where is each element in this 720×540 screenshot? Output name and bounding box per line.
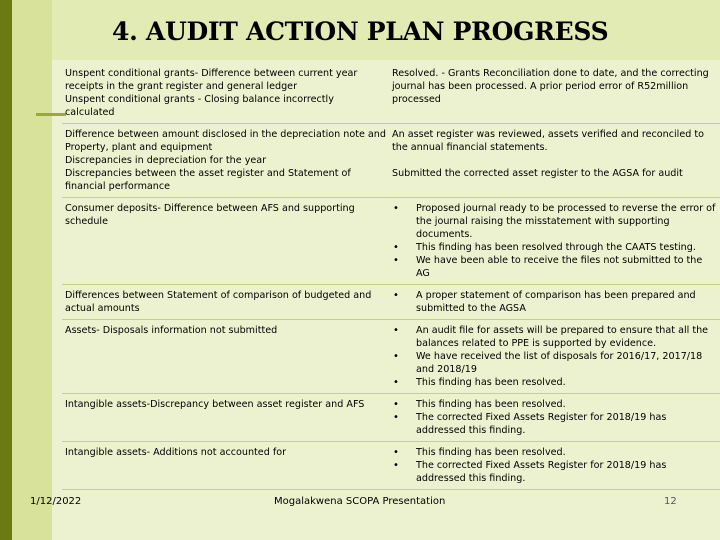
action-bullet: • An audit file for assets will be prepared to ensure that all the balances related to PPE is supported by evidence. — [392, 324, 717, 350]
action-cell — [389, 442, 720, 490]
action-bullet: • Proposed journal ready to be processed to reverse the error of the journal raising the misstatement with supporting documents. — [392, 202, 717, 241]
slide-title: 4. AUDIT ACTION PLAN PROGRESS — [112, 17, 609, 46]
table-row — [62, 442, 720, 490]
issue-cell — [62, 198, 389, 285]
action-bullet: • We have been able to receive the files not submitted to the AG — [392, 254, 717, 280]
action-cell — [389, 63, 720, 124]
issue-text: Intangible assets-Discrepancy between asset register and AFS — [65, 399, 365, 410]
footer-date: 1/12/2022 — [30, 496, 82, 507]
action-text: An asset register was reviewed, assets verified and reconciled to the annual financial statements. — [392, 129, 705, 153]
action-bullet-list — [392, 446, 717, 485]
issue-cell — [62, 394, 389, 442]
issue-text: Intangible assets- Additions not accounted for — [65, 447, 287, 458]
issue-text: Difference between amount disclosed in the depreciation note and Property, plant and equipment — [65, 129, 386, 153]
issue-text: Unspent conditional grants - Closing balance incorrectly calculated — [65, 94, 334, 118]
left-decor-bar-dark — [0, 0, 12, 540]
action-cell — [389, 320, 720, 394]
issue-cell — [62, 63, 389, 124]
action-bullet: • The corrected Fixed Assets Register for 2018/19 has addressed this finding. — [392, 411, 717, 437]
action-cell — [389, 198, 720, 285]
action-text: Resolved. - Grants Reconciliation done to date, and the correcting journal has been processed. A prior period error of R52million processed — [392, 68, 709, 105]
left-decor-bar-light — [12, 0, 52, 540]
action-cell — [389, 124, 720, 198]
issue-cell — [62, 124, 389, 198]
action-bullet-list — [392, 398, 717, 437]
action-bullet: • A proper statement of comparison has been prepared and submitted to the AGSA — [392, 289, 717, 315]
action-bullet: • We have received the list of disposals for 2016/17, 2017/18 and 2018/19 — [392, 350, 717, 376]
table-row — [62, 394, 720, 442]
issue-text: Differences between Statement of comparison of budgeted and actual amounts — [65, 290, 372, 314]
issue-text: Assets- Disposals information not submitted — [65, 325, 278, 336]
table-row — [62, 285, 720, 320]
action-bullet: • This finding has been resolved. — [392, 446, 717, 459]
audit-action-table — [62, 63, 720, 490]
footer-presentation-title: Mogalakwena SCOPA Presentation — [274, 496, 446, 507]
table-row — [62, 124, 720, 198]
issue-text: Consumer deposits- Difference between AFS and supporting schedule — [65, 203, 355, 227]
table-row — [62, 320, 720, 394]
action-bullet: • The corrected Fixed Assets Register for 2018/19 has addressed this finding. — [392, 459, 717, 485]
action-bullet: • This finding has been resolved. — [392, 398, 717, 411]
action-bullet: • This finding has been resolved through the CAATS testing. — [392, 241, 717, 254]
issue-text: Unspent conditional grants- Difference between current year receipts in the grant register and general ledger — [65, 68, 358, 92]
spacer — [392, 154, 717, 167]
action-cell — [389, 394, 720, 442]
action-bullet-list — [392, 289, 717, 315]
issue-cell — [62, 285, 389, 320]
table-row — [62, 198, 720, 285]
issue-cell — [62, 442, 389, 490]
action-bullet: • This finding has been resolved. — [392, 376, 717, 389]
action-bullet-list — [392, 324, 717, 389]
issue-cell — [62, 320, 389, 394]
action-text: Submitted the corrected asset register to the AGSA for audit — [392, 168, 683, 179]
action-bullet-list — [392, 202, 717, 280]
issue-text: Discrepancies between the asset register and Statement of financial performance — [65, 168, 351, 192]
action-cell — [389, 285, 720, 320]
issue-text: Discrepancies in depreciation for the year — [65, 155, 267, 166]
page-number: 12 — [664, 496, 677, 507]
table-row — [62, 63, 720, 124]
